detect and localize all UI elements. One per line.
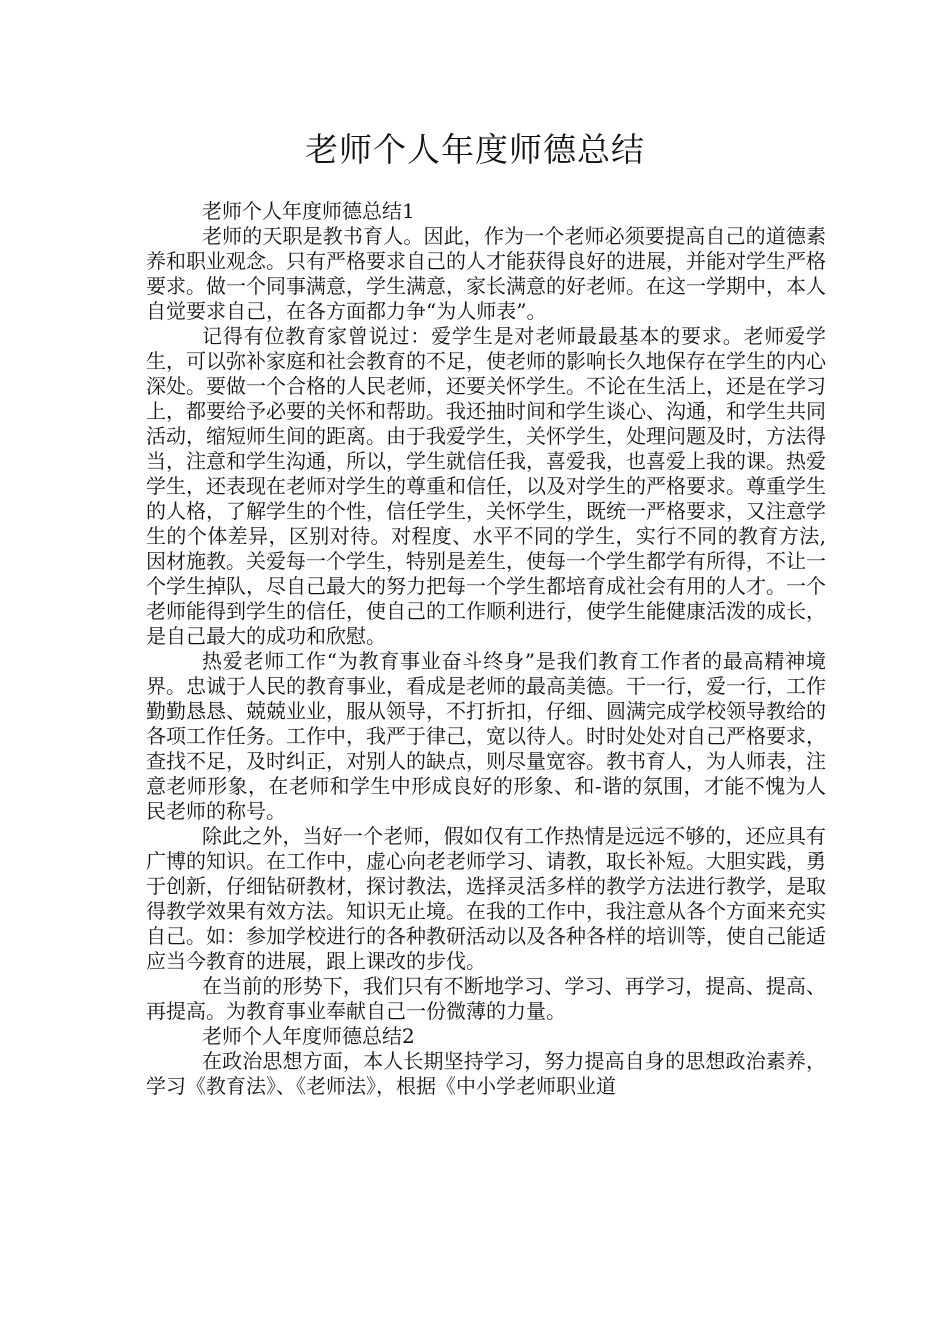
paragraph: 热爱老师工作“为教育事业奋斗终身”是我们教育工作者的最高精神境界。忠诚于人民的教育事业，看成是老师的最高美德。干一行，爱一行，工作勤勤恳恳、兢兢业业，服从领导，不打折扣，仔细、圆满完成学校领导教给的各项工作任务。工作中，我严于律己，宽以待人。时时处处对自己严格要求，查找不足，及时纠正，对别人的缺点，则尽量宽容。教书育人，为人师表，注意老师形象，在老师和学生中形成良好的形象、和-谐的氛围，才能不愧为人民老师的称号。 — [146, 649, 826, 823]
paragraph: 老师的天职是教书育人。因此，作为一个老师必须要提高自己的道德素养和职业观念。只有严格要求自己的人才能获得良好的进展，并能对学生严格要求。做一个同事满意，学生满意，家长满意的好老师。在这一学期中，本人自觉要求自己，在各方面都力争“为人师表”。 — [146, 224, 826, 323]
section-heading-1: 老师个人年度师德总结1 — [202, 199, 415, 223]
paragraph: 除此之外，当好一个老师，假如仅有工作热情是远远不够的，还应具有广博的知识。在工作中，虚心向老老师学习、请教，取长补短。大胆实践，勇于创新，仔细钻研教材，探讨教法，选择灵活多样的教学方法进行教学，是取得教学效果有效方法。知识无止境。在我的工作中，我注意从各个方面来充实自己。如：参加学校进行的各种教研活动以及各种各样的培训等，使自己能适应当今教育的进展，跟上课改的步伐。 — [146, 824, 826, 973]
document-title: 老师个人年度师德总结 — [305, 130, 645, 169]
document-body — [146, 199, 826, 1099]
section-heading-2: 老师个人年度师德总结2 — [202, 1024, 415, 1048]
paragraph: 在政治思想方面，本人长期坚持学习，努力提高自身的思想政治素养，学习《教育法》、《老师法》，根据《中小学老师职业道 — [146, 1049, 826, 1098]
paragraph: 记得有位教育家曾说过：爱学生是对老师最最基本的要求。老师爱学生，可以弥补家庭和社会教育的不足，使老师的影响长久地保存在学生的内心深处。要做一个合格的人民老师，还要关怀学生。不论在生活上，还是在学习上，都要给予必要的关怀和帮助。我还抽时间和学生谈心、沟通，和学生共同活动，缩短师生间的距离。由于我爱学生，关怀学生，处理问题及时，方法得当，注意和学生沟通，所以，学生就信任我，喜爱我，也喜爱上我的课。热爱学生，还表现在老师对学生的尊重和信任，以及对学生的严格要求。尊重学生的人格，了解学生的个性，信任学生，关怀学生，既统一严格要求，又注意学生的个体差异，区别对待。对程度、水平不同的学生，实行不同的教育方法,因材施教。关爱每一个学生，特别是差生，使每一个学生都学有所得，不让一个学生掉队，尽自己最大的努力把每一个学生都培育成社会有用的人才。一个老师能得到学生的信任，使自己的工作顺利进行，使学生能健康活泼的成长，是自己最大的成功和欣慰。 — [146, 324, 826, 648]
paragraph: 在当前的形势下，我们只有不断地学习、学习、再学习，提高、提高、再提高。为教育事业奉献自己一份微薄的力量。 — [146, 974, 826, 1023]
